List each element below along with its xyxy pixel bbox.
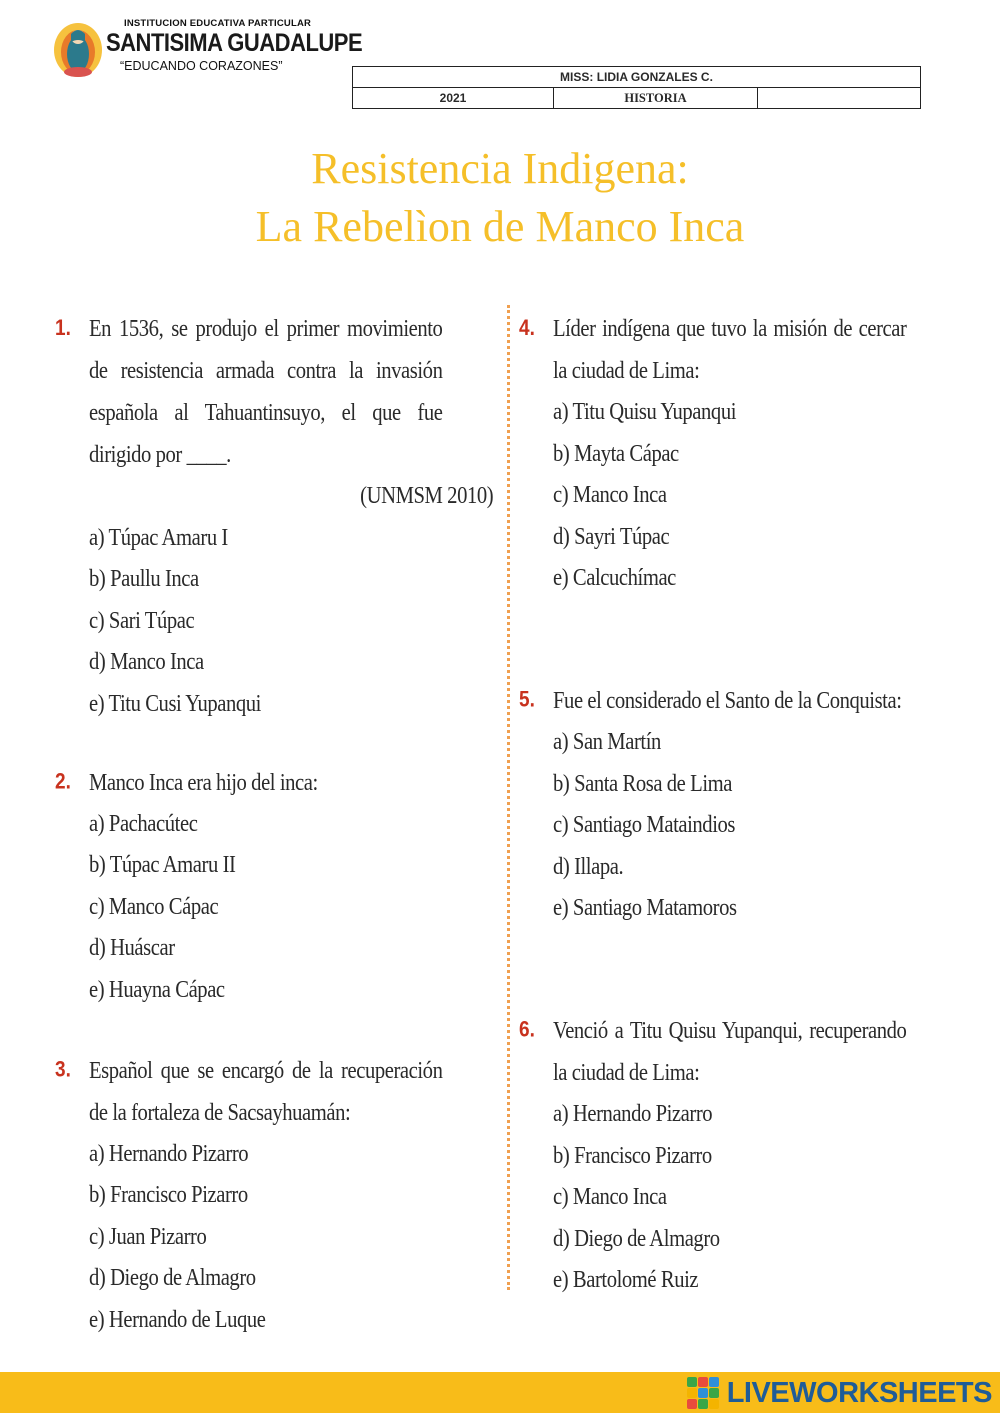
- school-motto: “EDUCANDO CORAZONES”: [120, 59, 283, 73]
- question-number: 5.: [519, 688, 535, 713]
- option: e) Bartolomé Ruiz: [553, 1267, 699, 1294]
- questions-left-column: [55, 308, 500, 1342]
- question-text: Español que se encargó de la recuperación de la fortaleza de Sacsayhuamán:: [89, 1057, 443, 1126]
- school-logo: [52, 18, 363, 80]
- liveworksheets-logo[interactable]: [687, 1375, 992, 1411]
- question-number: 2.: [55, 769, 71, 795]
- option: e) Calcuchímac: [553, 565, 676, 592]
- question-number: 1.: [55, 316, 71, 341]
- option: b) Francisco Pizarro: [89, 1182, 248, 1209]
- question-number: 6.: [519, 1018, 535, 1043]
- question-3: [55, 1050, 500, 1342]
- option: b) Francisco Pizarro: [553, 1142, 712, 1169]
- option: c) Manco Cápac: [89, 893, 219, 920]
- option: d) Sayri Túpac: [553, 523, 670, 550]
- option: b) Mayta Cápac: [553, 440, 679, 467]
- option: c) Sari Túpac: [89, 607, 195, 634]
- column-divider: [507, 305, 510, 1290]
- virgin-guadalupe-icon: [52, 20, 104, 78]
- option: e) Santiago Matamoros: [553, 895, 737, 922]
- option: a) Hernando Pizarro: [553, 1100, 713, 1127]
- school-name: SANTISIMA GUADALUPE: [106, 28, 363, 57]
- subject-cell: HISTORIA: [554, 88, 758, 109]
- question-source: (UNMSM 2010): [360, 483, 494, 509]
- question-6: [519, 1010, 964, 1302]
- option: c) Santiago Mataindios: [553, 812, 735, 839]
- liveworksheets-brand: LIVEWORKSHEETS: [726, 1376, 992, 1409]
- question-number: 4.: [519, 316, 535, 341]
- option: d) Illapa.: [553, 853, 624, 880]
- option: a) Túpac Amaru I: [89, 524, 228, 551]
- option: d) Manco Inca: [89, 649, 204, 676]
- option: a) Titu Quisu Yupanqui: [553, 399, 737, 425]
- question-text: En 1536, se produjo el primer movimiento de resistencia armada contra la invasión española al Tahuantinsuyo, el que fue dirigido por ____.: [89, 316, 443, 468]
- option: e) Huayna Cápac: [89, 976, 225, 1003]
- option: a) San Martín: [553, 728, 661, 755]
- header-info-table: [352, 66, 921, 109]
- option: c) Juan Pizarro: [89, 1223, 207, 1250]
- question-5: [519, 680, 964, 930]
- question-text: Venció a Titu Quisu Yupanqui, recuperando la ciudad de Lima:: [553, 1017, 907, 1086]
- option: b) Túpac Amaru II: [89, 852, 236, 879]
- question-text: Fue el considerado el Santo de la Conquista:: [553, 687, 902, 714]
- option: a) Hernando Pizarro: [89, 1140, 249, 1167]
- option: b) Santa Rosa de Lima: [553, 770, 732, 797]
- option: c) Manco Inca: [553, 1184, 667, 1211]
- question-2: [55, 762, 500, 1012]
- option: a) Pachacútec: [89, 810, 198, 837]
- option: d) Diego de Almagro: [89, 1265, 256, 1292]
- question-number: 3.: [55, 1057, 71, 1083]
- option: d) Diego de Almagro: [553, 1225, 720, 1252]
- question-text: Manco Inca era hijo del inca:: [89, 769, 318, 796]
- worksheet-title-line1: Resistencia Indigena:: [311, 144, 689, 193]
- blank-cell: [758, 88, 921, 109]
- school-type: INSTITUCION EDUCATIVA PARTICULAR: [124, 18, 312, 29]
- option: e) Titu Cusi Yupanqui: [89, 690, 261, 717]
- worksheet-title-line2: La Rebelìon de Manco Inca: [255, 202, 745, 251]
- year-cell: 2021: [353, 88, 554, 109]
- question-text: Líder indígena que tuvo la misión de cercar la ciudad de Lima:: [553, 316, 907, 384]
- option: b) Paullu Inca: [89, 566, 199, 593]
- option: e) Hernando de Luque: [89, 1306, 266, 1333]
- option: c) Manco Inca: [553, 482, 667, 509]
- liveworksheets-grid-icon: [687, 1377, 721, 1409]
- question-4: [519, 308, 964, 600]
- question-1: [55, 308, 500, 726]
- teacher-name: MISS: LIDIA GONZALES C.: [353, 67, 921, 88]
- option: d) Huáscar: [89, 935, 175, 962]
- questions-right-column: [519, 308, 964, 1302]
